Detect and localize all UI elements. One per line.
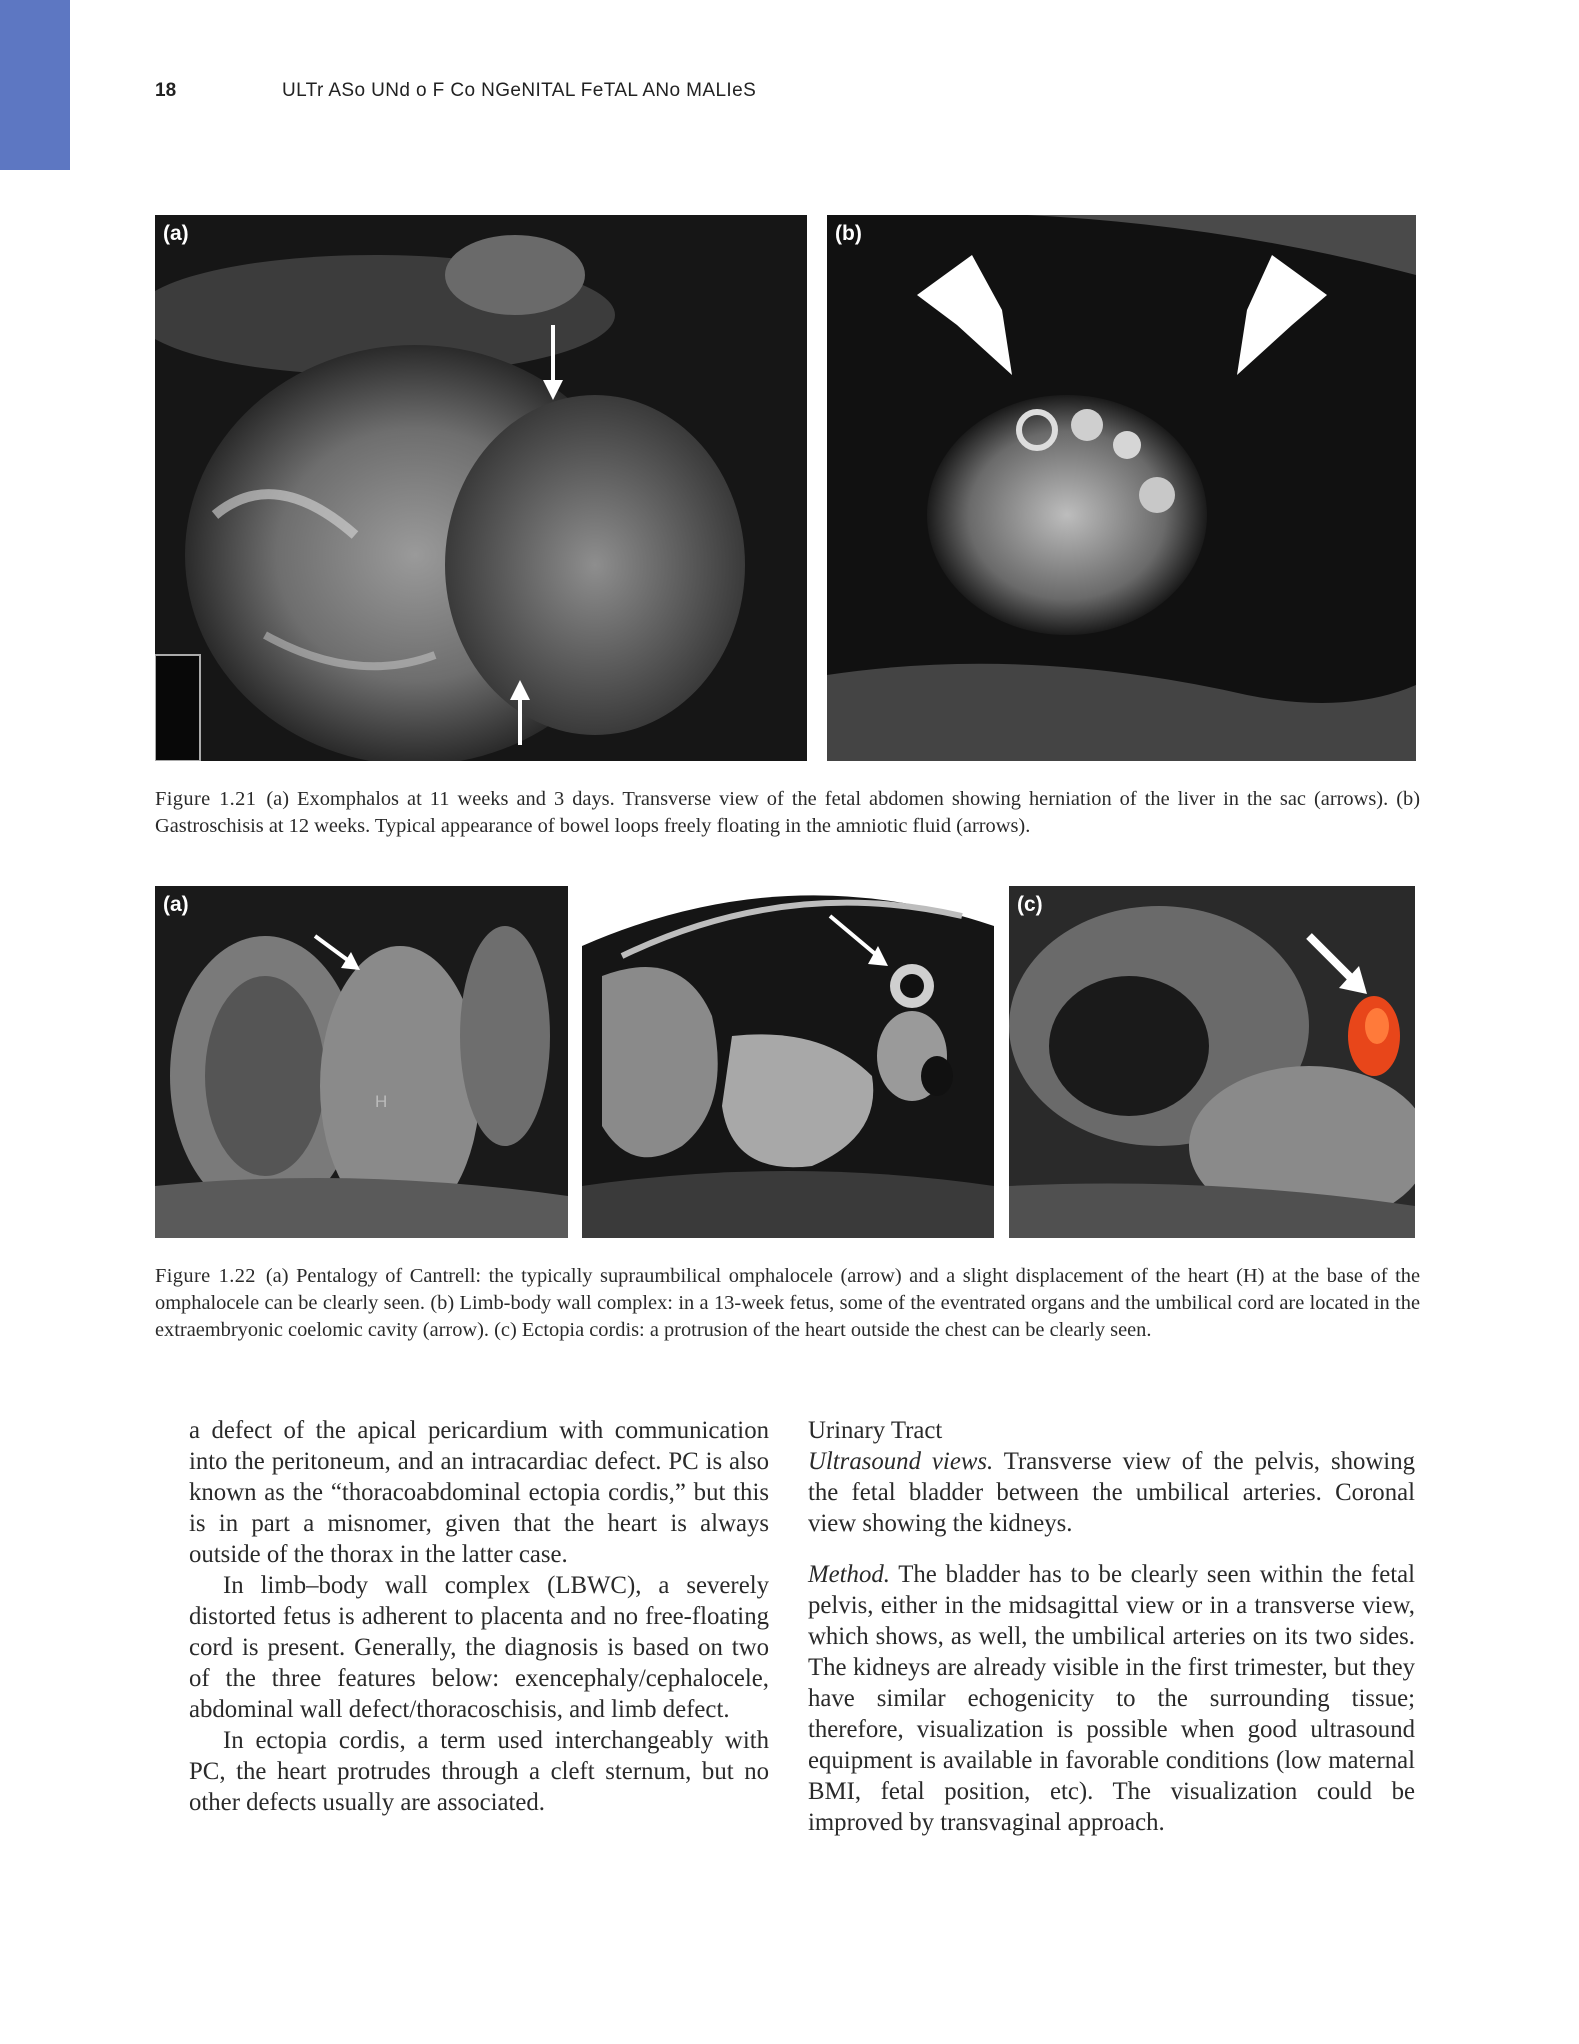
- chapter-tab: [0, 0, 70, 170]
- figure-1-22a-ultrasound: [155, 886, 568, 1238]
- paragraph: In limb–body wall complex (LBWC), a severely distorted fetus is adherent to placenta and no free-floating cord is present. Generally, the diagnosis is based on two of the three features below: exencephaly/cephalocele, abdominal wall defect/thoracoschisis, and limb defect.: [189, 1572, 769, 1723]
- figure-1-22c-ultrasound: [1009, 886, 1415, 1238]
- figure-label: Figure 1.21: [155, 788, 257, 810]
- figure-1-22-caption: [155, 1263, 1420, 1344]
- panel-label: (c): [1017, 893, 1043, 916]
- right-column: [808, 1415, 1415, 1838]
- figure-1-21-caption: [155, 786, 1420, 840]
- page-header: [155, 80, 756, 102]
- caption-text: (a) Exomphalos at 11 weeks and 3 days. Transverse view of the fetal abdomen showing herniation of the liver in the sac (arrows). (b) Gastroschisis at 12 weeks. Typical appearance of bowel loops freely floating in the amniotic fluid (arrows).: [155, 788, 1420, 837]
- figure-label: Figure 1.22: [155, 1265, 256, 1287]
- panel-label: (a): [163, 893, 189, 916]
- page-number: 18: [155, 80, 177, 101]
- panel-label: (b): [590, 893, 617, 916]
- run-in-label: Ultrasound views.: [808, 1448, 994, 1475]
- paragraph-text: The bladder has to be clearly seen within the fetal pelvis, either in the midsagittal view or in a transverse view, which shows, as well, the umbilical arteries on its two sides. The kidneys are already visible in the first trimester, but they have similar echogenicity to the surrounding tissue; therefore, visualization is possible when good ultrasound equipment is available in favorable conditions (low maternal BMI, fetal position, etc). The visualization could be improved by transvaginal approach.: [808, 1561, 1415, 1836]
- running-title: ULTr ASo UNd o F Co NGeNITAL FeTAL ANo MALIeS: [282, 80, 757, 101]
- figure-1-21a-ultrasound: [155, 215, 807, 761]
- figure-1-22b-ultrasound: [582, 886, 994, 1238]
- panel-label: (a): [163, 222, 189, 245]
- panel-label: (b): [835, 222, 862, 245]
- heart-marker: H: [375, 1092, 388, 1111]
- paragraph: [808, 1559, 1415, 1838]
- run-in-label: Method.: [808, 1561, 890, 1588]
- caption-text: (a) Pentalogy of Cantrell: the typically supraumbilical omphalocele (arrow) and a slight displacement of the heart (H) at the base of the omphalocele can be clearly seen. (b) Limb-body wall complex: in a 13-week fetus, some of the eventrated organs and the umbilical cord are located in the extraembryonic coelomic cavity (arrow). (c) Ectopia cordis: a protrusion of the heart outside the chest can be clearly seen.: [155, 1265, 1420, 1341]
- left-column: [189, 1415, 769, 1818]
- paragraph-text: Transverse view of the pelvis, showing the fetal bladder between the umbilical arteries. Coronal view showing the kidneys.: [808, 1448, 1415, 1537]
- paragraph: [808, 1446, 1415, 1539]
- paragraph: In ectopia cordis, a term used interchangeably with PC, the heart protrudes through a cleft sternum, but no other defects usually are associated.: [189, 1727, 769, 1816]
- figure-1-21b-ultrasound: [827, 215, 1416, 761]
- paragraph: a defect of the apical pericardium with communication into the peritoneum, and an intracardiac defect. PC is also known as the “thoracoabdominal ectopia cordis,” but this is in part a misnomer, given that the heart is always outside of the thorax in the latter case.: [189, 1417, 769, 1568]
- section-heading: Urinary Tract: [808, 1417, 943, 1444]
